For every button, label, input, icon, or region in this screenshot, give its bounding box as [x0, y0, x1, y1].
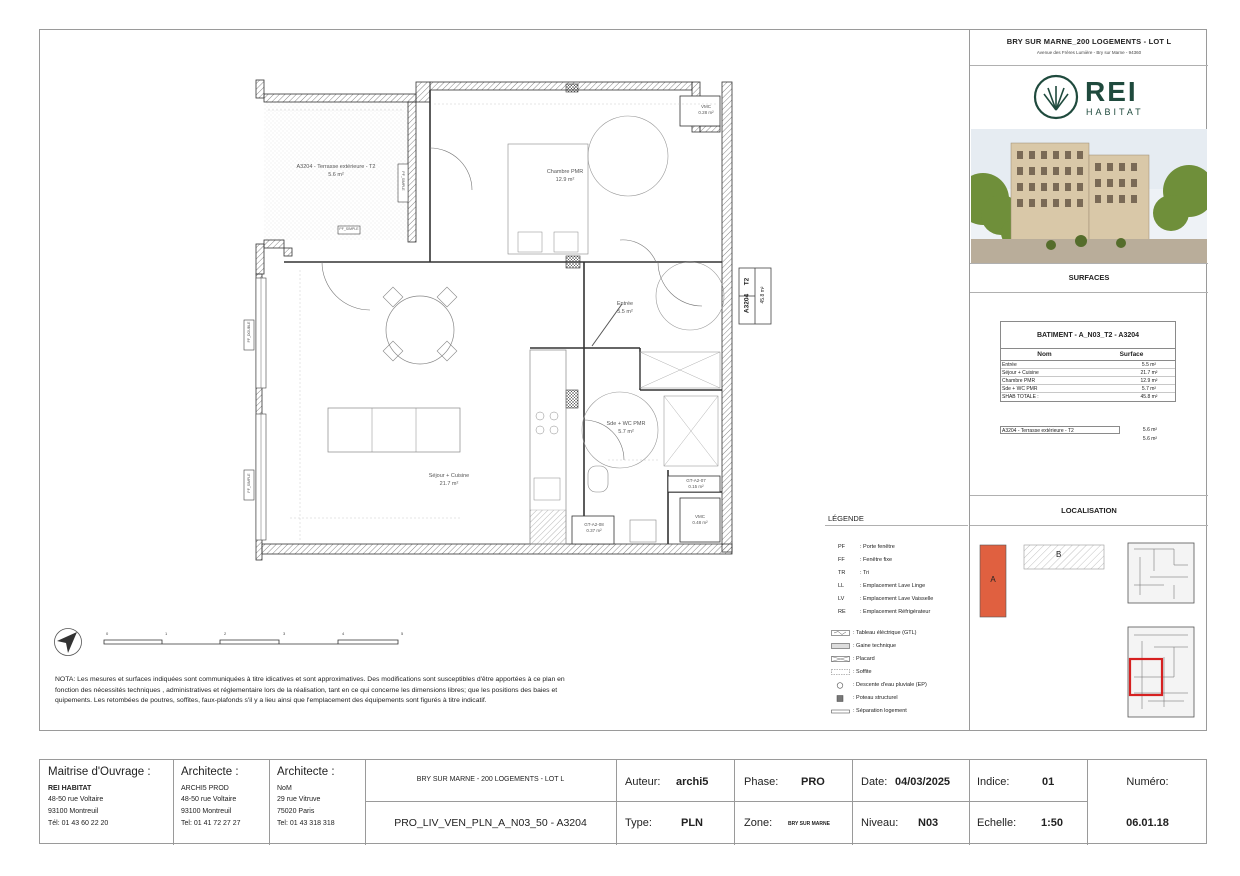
echelle-label: Echelle: — [977, 817, 1017, 829]
room-label-entry: Entrée 5.5 m² — [616, 301, 634, 315]
pf-label: PF_SIMPLE — [401, 171, 405, 191]
technical-shaft-icon — [831, 642, 853, 650]
legend-item: : Gaine technique — [831, 642, 896, 650]
table-row: Sde + WC PMR 5.7 m² — [1001, 385, 1175, 393]
localisation-title: LOCALISATION — [1061, 506, 1117, 515]
soffit-icon — [831, 668, 853, 676]
room-label-bedroom: Chambre PMR 12.9 m² — [546, 169, 584, 183]
scale-tick: 4 — [342, 631, 345, 636]
table-row: Entrée 5.5 m² — [1001, 361, 1175, 369]
unit-tag-number: A3204 — [743, 293, 751, 314]
scale-tick: 0 — [106, 631, 109, 636]
type-label: Type: — [625, 817, 652, 829]
legend-item: TR : Tri — [838, 570, 870, 576]
project-title: BRY SUR MARNE_200 LOGEMENTS - LOT L — [1006, 37, 1172, 46]
auteur-label: Auteur: — [625, 776, 661, 788]
block-b-label: B — [1056, 550, 1062, 559]
leaf-logo-icon — [1033, 74, 1079, 120]
cupboard-icon — [831, 655, 853, 663]
architect-1-tel: Tel: 01 41 72 27 27 — [181, 820, 241, 827]
legend-item: PF : Porte fenêtre — [838, 544, 895, 550]
unit-tag-type: T2 — [743, 277, 751, 286]
localisation-map — [974, 537, 1204, 723]
room-label-terrace: A3204 - Terrasse extérieure - T2 5.6 m² — [296, 164, 376, 178]
table-row: Chambre PMR 12.9 m² — [1001, 377, 1175, 385]
echelle-value: 1:50 — [1041, 817, 1064, 829]
logo-wordmark: REI — [1085, 76, 1138, 107]
table-row: A3204 - Terrasse extérieure - T2 — [1000, 426, 1120, 434]
legend-divider — [825, 525, 968, 526]
architect-2-address: 29 rue Vitruve — [277, 796, 321, 803]
block-a-label: A — [990, 575, 996, 584]
scale-bar — [102, 630, 412, 650]
legend-item: : Placard — [831, 655, 875, 663]
architect-2-name: NoM — [277, 785, 292, 792]
architect-1-title: Architecte : — [181, 766, 239, 778]
legend-title: LÉGENDE — [828, 514, 864, 523]
phase-label: Phase: — [744, 776, 779, 788]
building-render-image — [971, 129, 1207, 263]
col-surface-header: Surface — [1119, 351, 1144, 358]
moa-city: 93100 Montreuil — [48, 808, 99, 815]
north-arrow-icon — [53, 627, 83, 657]
scale-tick: 2 — [224, 631, 227, 636]
logo-subtitle: HABITAT — [1086, 107, 1144, 117]
indice-value: 01 — [1042, 776, 1055, 788]
niveau-label: Niveau: — [861, 817, 899, 829]
scale-tick: 3 — [283, 631, 286, 636]
zone-label: Zone: — [744, 817, 773, 829]
room-label-bathroom: Sde + WC PMR 5.7 m² — [606, 421, 646, 435]
cartouche-file: PRO_LIV_VEN_PLN_A_N03_50 - A3204 — [394, 817, 587, 829]
niveau-value: N03 — [918, 817, 939, 829]
col-name-header: Nom — [1037, 351, 1052, 358]
gt2-label: GT-A2-08 0.37 m² — [584, 522, 604, 533]
pf-label: PF_DOUBLE — [247, 321, 251, 343]
unit-separation-icon — [831, 707, 853, 715]
type-value: PLN — [681, 817, 703, 829]
date-label: Date: — [861, 776, 888, 788]
surfaces-title: SURFACES — [1068, 273, 1110, 282]
vmc-top-label: VMC 0.28 m² — [698, 104, 714, 115]
date-value: 04/03/2025 — [895, 776, 951, 788]
moa-tel: Tél: 01 43 60 22 20 — [48, 820, 109, 827]
numero-label: Numéro: — [1126, 776, 1169, 788]
legend-item: : Descente d'eau pluviale (EP) — [831, 681, 927, 689]
rainwater-pipe-icon — [831, 681, 853, 689]
pf-label: PF_SIMPLE — [247, 473, 251, 493]
architect-1-city: 93100 Montreuil — [181, 808, 232, 815]
legend-item: : Tableau éléctrique (GTL) — [831, 629, 917, 637]
surfaces-table-title: BATIMENT - A_N03_T2 - A3204 — [1001, 322, 1175, 349]
rei-habitat-logo — [1033, 74, 1151, 120]
legend-item: LL : Emplacement Lave Linge — [838, 583, 926, 589]
legend-item: LV : Emplacement Lave Vaisselle — [838, 596, 934, 602]
architect-1-address: 48-50 rue Voltaire — [181, 796, 237, 803]
project-address: Avenue des Frères Lumière - Bry sur Marne - 94360 — [1036, 50, 1142, 55]
zone-value: BRY SUR MARNE — [788, 821, 830, 827]
surfaces-table — [1000, 321, 1176, 402]
moa-title: Maitrise d'Ouvrage : — [48, 766, 151, 778]
legend-item: FF : Fenêtre fixe — [838, 557, 893, 563]
legend-item: : Soffite — [831, 668, 872, 676]
electric-panel-icon — [831, 629, 853, 637]
exterior-surface-block — [1000, 426, 1176, 442]
room-label-living: Séjour + Cuisine 21.7 m² — [428, 473, 470, 487]
title-cartouche — [39, 759, 1207, 844]
scale-tick: 5 — [401, 631, 404, 636]
moa-address: 48-50 rue Voltaire — [48, 796, 104, 803]
architect-2-tel: Tel: 01 43 318 318 — [277, 820, 335, 827]
phase-value: PRO — [801, 776, 825, 788]
moa-name: REI HABITAT — [48, 785, 92, 792]
auteur-value: archi5 — [676, 776, 709, 788]
architect-2-title: Architecte : — [277, 766, 335, 778]
scale-tick: 1 — [165, 631, 168, 636]
disclaimer-note: NOTA: Les mesures et surfaces indiquées sont communiquées à titre idicatives et sont approximatives. Des modifications sont susceptibles d'être apportées à ce plan en fonction des nécessités techniques , administratives et réglementaire lors de la réalisation, tant en ce qui concerne les dimensions libres; que les positions des baies et quipements. Les retombées de poutres, soffites, faux-plafonds s'il y a lieu ainsi que l'emplacement des équipements sont figurés à titre indicatif. — [55, 676, 565, 704]
numero-value: 06.01.18 — [1126, 817, 1169, 829]
exterior-total: 5.6 m² — [1142, 436, 1158, 442]
indice-label: Indice: — [977, 776, 1010, 788]
exterior-value: 5.6 m² — [1142, 427, 1158, 433]
legend-item: : Poteau structurel — [831, 694, 898, 702]
table-total-row: SHAB TOTALE : 45.8 m² — [1002, 394, 1158, 400]
architect-2-city: 75020 Paris — [277, 808, 315, 815]
vmc-bottom-label: VMC 0.48 m² — [692, 514, 708, 525]
gt1-label: GT-A2-07 0.15 m² — [686, 478, 706, 489]
pf-label: PF_SIMPLE — [339, 227, 359, 231]
title-block-column — [969, 29, 1207, 731]
legend-item: : Séparation logement — [831, 707, 907, 715]
table-row: Séjour + Cuisine 21.7 m² — [1001, 369, 1175, 377]
structural-post-icon — [831, 694, 853, 702]
architect-1-name: ARCHI5 PROD — [181, 785, 229, 792]
legend-item: RE : Emplacement Réfrigérateur — [838, 609, 931, 615]
unit-tag-area: 45.8 m² — [760, 286, 766, 304]
cartouche-project: BRY SUR MARNE - 200 LOGEMENTS - LOT L — [416, 776, 565, 783]
